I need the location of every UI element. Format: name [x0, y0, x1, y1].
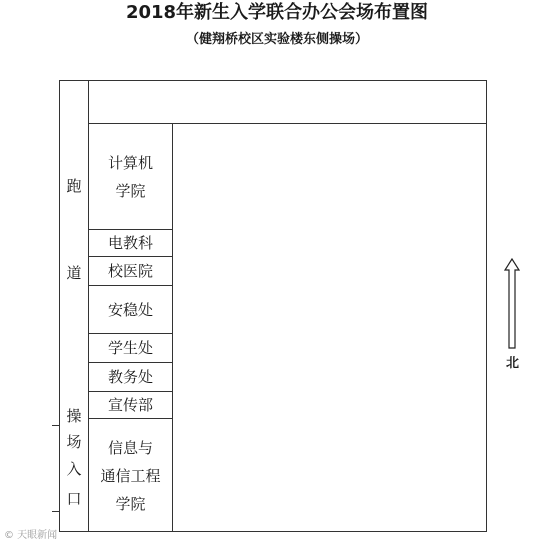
office-cell: 信息与 通信工程 学院: [100, 438, 161, 513]
watermark: © 天眼新闻: [4, 530, 58, 541]
entrance-char: 操: [66, 407, 82, 425]
entrance-char: 口: [66, 490, 82, 508]
office-cell: 学生处: [89, 334, 172, 363]
office-cell: 计算机 学院: [89, 124, 172, 230]
office-column-border: [172, 124, 173, 532]
page-title: 2018年新生入学联合办公会场布置图: [125, 2, 429, 23]
office-cell: 电教科: [89, 230, 172, 257]
entrance-mark-top: [52, 425, 60, 426]
track-char: 道: [66, 264, 82, 282]
office-cell: 校医院: [89, 257, 172, 286]
entrance-char: 场: [66, 433, 82, 451]
track-char: 跑: [66, 177, 82, 195]
office-cell: 安稳处: [89, 286, 172, 334]
north-label: 北: [506, 356, 520, 371]
entrance-mark-bottom: [52, 511, 60, 512]
top-strip: [88, 80, 487, 124]
page-subtitle: （健翔桥校区实验楼东侧操场）: [185, 32, 368, 47]
office-cell: 宣传部: [89, 392, 172, 419]
north-arrow-icon: [501, 258, 523, 350]
entrance-char: 入: [66, 460, 82, 478]
office-cell: 教务处: [89, 363, 172, 392]
